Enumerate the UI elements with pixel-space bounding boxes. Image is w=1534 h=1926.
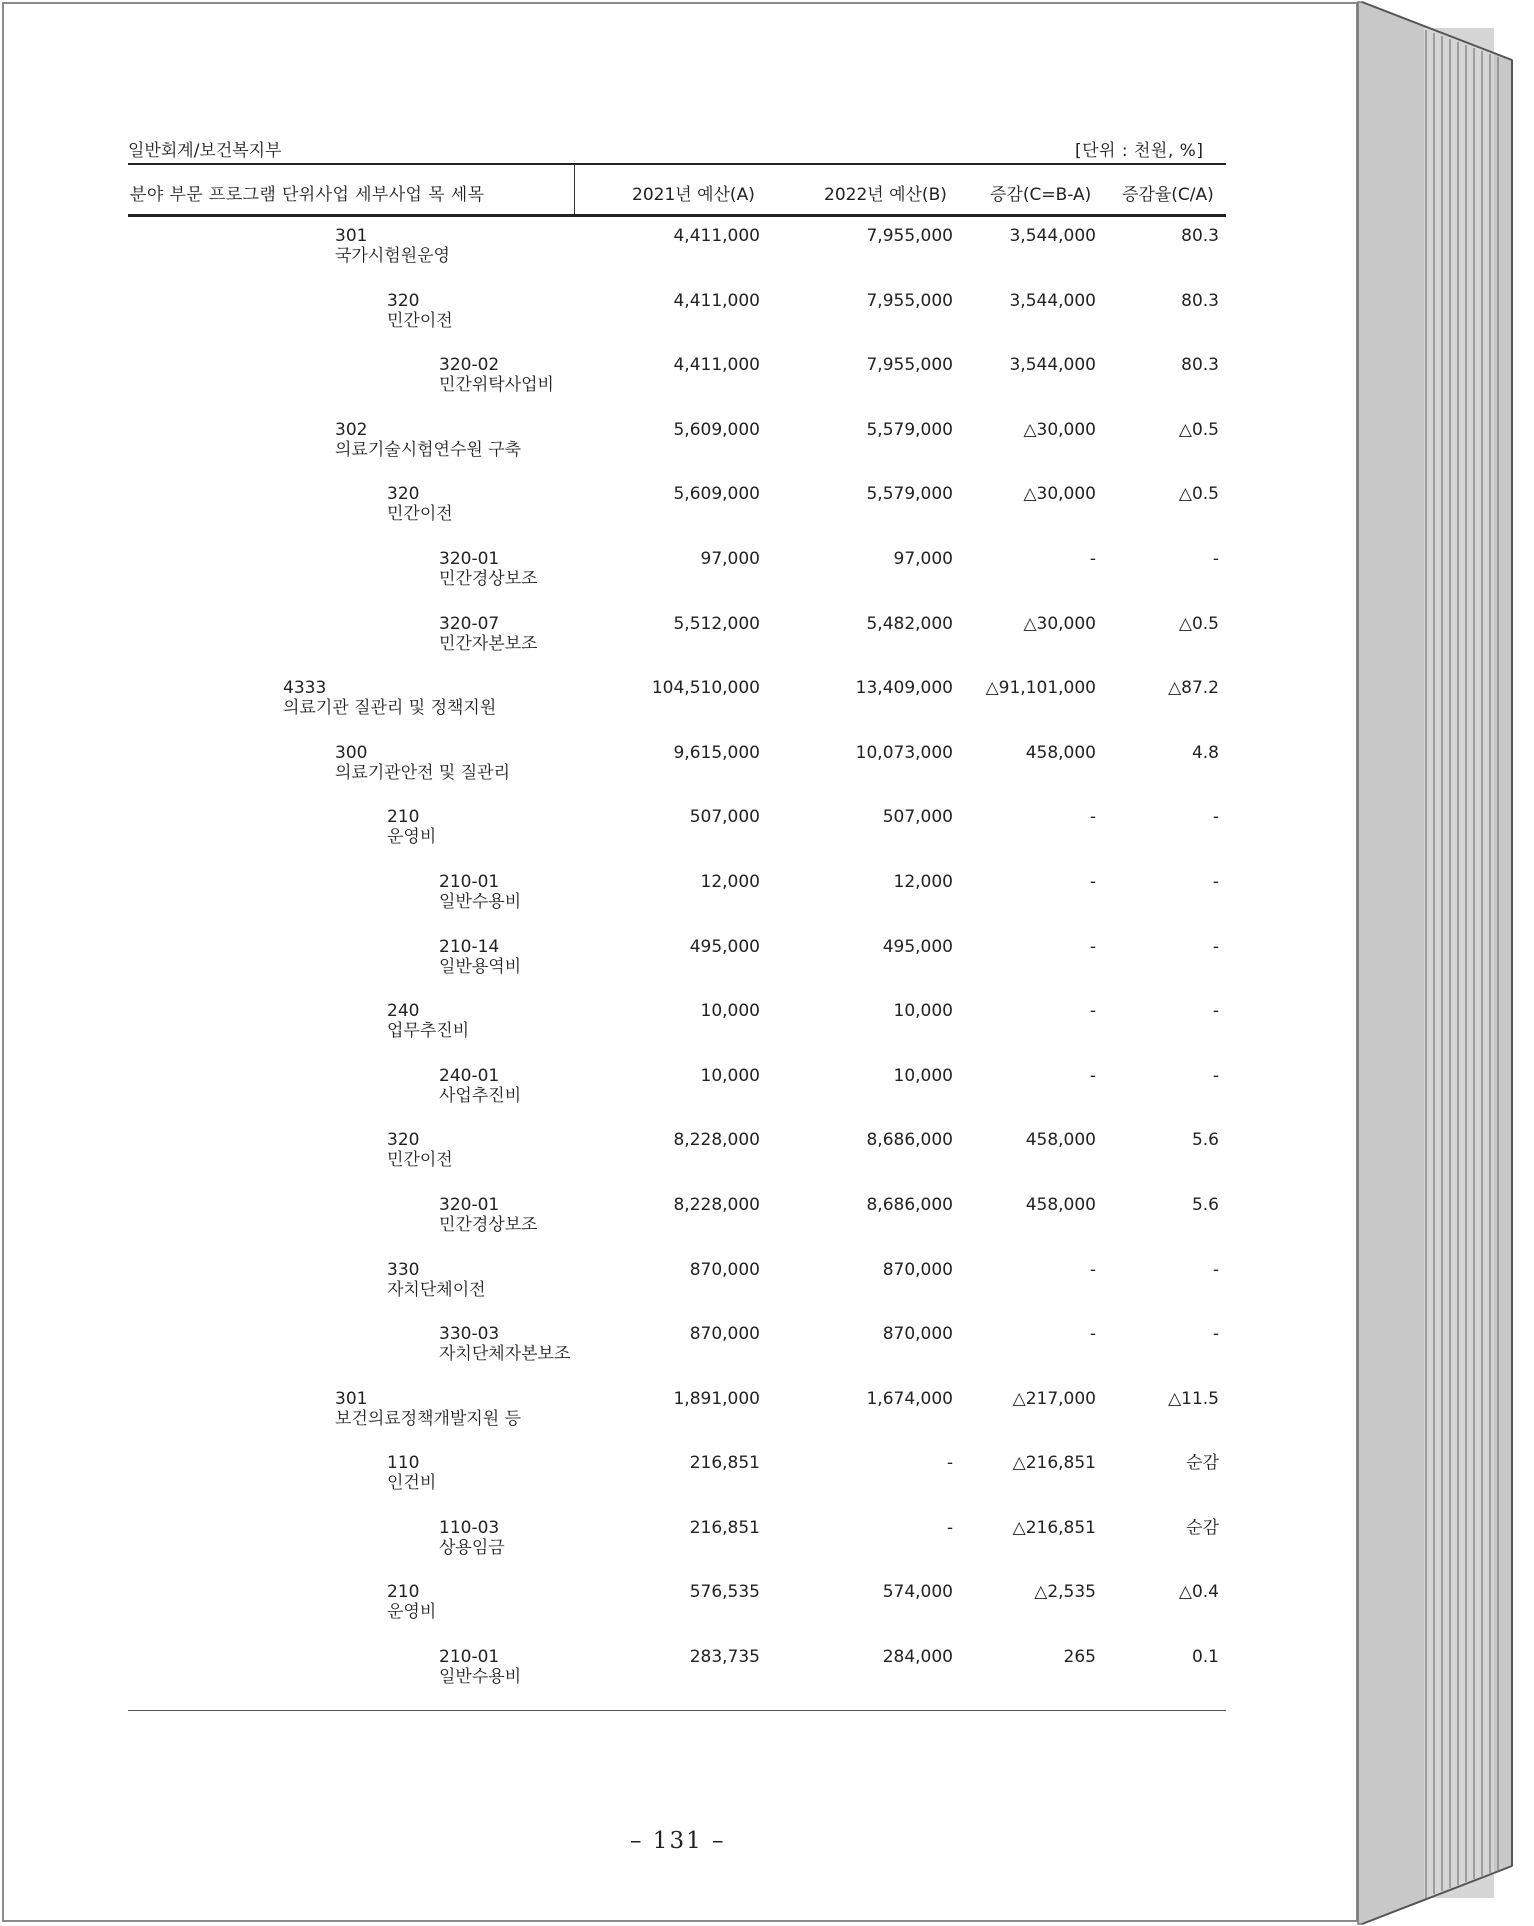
table-row xyxy=(0,872,1300,937)
row-code: 210-14 xyxy=(439,936,500,957)
column-header-change: 증감(C=B-A) xyxy=(990,185,1092,205)
table-row xyxy=(0,1001,1300,1066)
row-code: 320 xyxy=(387,484,420,505)
row-budget-2022: 284,000 xyxy=(882,1647,953,1668)
table-row xyxy=(0,1066,1300,1131)
row-budget-2021: 1,891,000 xyxy=(673,1388,760,1409)
row-change: △2,535 xyxy=(1034,1582,1096,1603)
table-row xyxy=(0,743,1300,808)
row-rate: △0.5 xyxy=(1178,484,1219,505)
row-budget-2021: 507,000 xyxy=(689,807,760,828)
row-budget-2022: 7,955,000 xyxy=(866,290,953,311)
row-code: 210 xyxy=(387,807,420,828)
row-code: 330-03 xyxy=(439,1324,500,1345)
row-name: 업무추진비 xyxy=(387,1021,470,1042)
row-budget-2022: 5,482,000 xyxy=(866,613,953,634)
row-budget-2022: 8,686,000 xyxy=(866,1194,953,1215)
row-budget-2022: 12,000 xyxy=(893,871,953,892)
row-budget-2021: 4,411,000 xyxy=(673,355,760,376)
row-code: 300 xyxy=(335,742,368,763)
row-budget-2021: 10,000 xyxy=(700,1001,760,1022)
row-name: 민간위탁사업비 xyxy=(439,375,554,396)
table-row xyxy=(0,1582,1300,1647)
row-change: 265 xyxy=(1063,1647,1096,1668)
row-code: 320-02 xyxy=(439,355,500,376)
row-change: 3,544,000 xyxy=(1009,290,1096,311)
row-rate: 0.1 xyxy=(1191,1647,1219,1668)
table-row xyxy=(0,1453,1300,1518)
table-row xyxy=(0,1518,1300,1583)
row-rate: 80.3 xyxy=(1181,290,1219,311)
row-budget-2021: 104,510,000 xyxy=(651,678,760,699)
column-header-category: 분야 부문 프로그램 단위사업 세부사업 목 세목 xyxy=(130,185,485,205)
table-row xyxy=(0,1195,1300,1260)
row-code: 210 xyxy=(387,1582,420,1603)
table-row xyxy=(0,678,1300,743)
row-budget-2022: 7,955,000 xyxy=(866,226,953,246)
column-header-rate: 증감율(C/A) xyxy=(1122,185,1214,205)
table-row xyxy=(0,1260,1300,1325)
column-header-2021: 2021년 예산(A) xyxy=(632,185,755,205)
row-name: 민간경상보조 xyxy=(439,568,538,589)
row-code: 210-01 xyxy=(439,1647,500,1668)
row-rate: 순감 xyxy=(1186,1517,1219,1538)
row-rate: △0.5 xyxy=(1178,419,1219,440)
row-budget-2021: 495,000 xyxy=(689,936,760,957)
row-code: 110 xyxy=(387,1453,420,1474)
row-change: △30,000 xyxy=(1023,484,1096,505)
row-code: 301 xyxy=(335,226,368,246)
row-rate: - xyxy=(1212,1324,1219,1345)
row-budget-2021: 4,411,000 xyxy=(673,226,760,246)
row-budget-2022: 7,955,000 xyxy=(866,355,953,376)
row-budget-2021: 5,609,000 xyxy=(673,419,760,440)
table-row xyxy=(0,549,1300,614)
row-budget-2022: 574,000 xyxy=(882,1582,953,1603)
row-name: 일반수용비 xyxy=(439,1667,522,1688)
row-rate: 80.3 xyxy=(1181,226,1219,246)
row-rate: - xyxy=(1212,936,1219,957)
row-budget-2022: - xyxy=(946,1453,953,1474)
row-name: 민간경상보조 xyxy=(439,1214,538,1235)
row-name: 국가시험원운영 xyxy=(335,246,450,266)
row-budget-2021: 4,411,000 xyxy=(673,290,760,311)
row-change: - xyxy=(1089,548,1096,569)
row-budget-2021: 5,609,000 xyxy=(673,484,760,505)
row-rate: - xyxy=(1212,1001,1219,1022)
row-budget-2022: 495,000 xyxy=(882,936,953,957)
budget-table-body xyxy=(0,226,1300,1712)
table-row xyxy=(0,1324,1300,1389)
row-code: 320 xyxy=(387,1130,420,1151)
row-change: - xyxy=(1089,1001,1096,1022)
row-budget-2022: 870,000 xyxy=(882,1259,953,1280)
row-rate: 4.8 xyxy=(1191,742,1219,763)
row-name: 민간이전 xyxy=(387,504,453,525)
table-header-rule xyxy=(128,214,1226,217)
row-budget-2022: - xyxy=(946,1517,953,1538)
row-change: - xyxy=(1089,936,1096,957)
table-row xyxy=(0,226,1300,291)
row-change: △30,000 xyxy=(1023,419,1096,440)
row-budget-2021: 216,851 xyxy=(689,1453,760,1474)
row-budget-2021: 870,000 xyxy=(689,1259,760,1280)
row-name: 보건의료정책개발지원 등 xyxy=(335,1408,522,1429)
row-name: 인건비 xyxy=(387,1473,437,1494)
row-change: 458,000 xyxy=(1025,1194,1096,1215)
row-name: 민간이전 xyxy=(387,1150,453,1171)
row-code: 320-01 xyxy=(439,548,500,569)
row-code: 320-01 xyxy=(439,1194,500,1215)
row-code: 4333 xyxy=(283,678,327,699)
row-change: - xyxy=(1089,1324,1096,1345)
row-rate: - xyxy=(1212,548,1219,569)
table-row xyxy=(0,1647,1300,1712)
row-rate: △0.4 xyxy=(1178,1582,1219,1603)
table-row xyxy=(0,1389,1300,1454)
row-budget-2022: 507,000 xyxy=(882,807,953,828)
row-rate: - xyxy=(1212,871,1219,892)
row-budget-2021: 10,000 xyxy=(700,1065,760,1086)
row-code: 302 xyxy=(335,419,368,440)
row-name: 의료기관 질관리 및 정책지원 xyxy=(283,698,497,719)
table-row xyxy=(0,355,1300,420)
row-change: 3,544,000 xyxy=(1009,226,1096,246)
row-rate: 80.3 xyxy=(1181,355,1219,376)
row-rate: △0.5 xyxy=(1178,613,1219,634)
table-row xyxy=(0,420,1300,485)
table-top-rule xyxy=(128,163,1226,165)
row-code: 320 xyxy=(387,290,420,311)
row-budget-2022: 97,000 xyxy=(893,548,953,569)
row-budget-2021: 8,228,000 xyxy=(673,1194,760,1215)
row-name: 의료기관안전 및 질관리 xyxy=(335,762,511,783)
row-name: 상용임금 xyxy=(439,1537,505,1558)
row-code: 301 xyxy=(335,1388,368,1409)
row-change: △30,000 xyxy=(1023,613,1096,634)
row-name: 일반수용비 xyxy=(439,891,522,912)
row-budget-2022: 13,409,000 xyxy=(855,678,953,699)
row-change: 458,000 xyxy=(1025,1130,1096,1151)
table-row xyxy=(0,1130,1300,1195)
row-rate: - xyxy=(1212,807,1219,828)
row-budget-2022: 10,073,000 xyxy=(855,742,953,763)
row-name: 일반용역비 xyxy=(439,956,522,977)
row-budget-2022: 10,000 xyxy=(893,1001,953,1022)
row-rate: △11.5 xyxy=(1168,1388,1219,1409)
header-column-separator xyxy=(574,165,575,214)
row-change: △216,851 xyxy=(1012,1517,1096,1538)
row-budget-2021: 283,735 xyxy=(689,1647,760,1668)
column-header-2022: 2022년 예산(B) xyxy=(824,185,947,205)
row-name: 자치단체자본보조 xyxy=(439,1344,571,1365)
row-budget-2022: 10,000 xyxy=(893,1065,953,1086)
row-code: 320-07 xyxy=(439,613,500,634)
row-rate: - xyxy=(1212,1259,1219,1280)
row-budget-2021: 216,851 xyxy=(689,1517,760,1538)
row-budget-2022: 1,674,000 xyxy=(866,1388,953,1409)
unit-label: [단위 : 천원, %] xyxy=(1075,141,1204,161)
page-number: – 131 – xyxy=(630,1828,726,1854)
row-code: 240 xyxy=(387,1001,420,1022)
row-code: 240-01 xyxy=(439,1065,500,1086)
row-budget-2021: 5,512,000 xyxy=(673,613,760,634)
row-rate: 5.6 xyxy=(1191,1194,1219,1215)
row-budget-2022: 5,579,000 xyxy=(866,484,953,505)
table-bottom-rule xyxy=(128,1710,1226,1711)
row-name: 민간이전 xyxy=(387,310,453,331)
table-row xyxy=(0,807,1300,872)
row-change: △91,101,000 xyxy=(985,678,1096,699)
row-budget-2021: 9,615,000 xyxy=(673,742,760,763)
row-code: 330 xyxy=(387,1259,420,1280)
row-change: △217,000 xyxy=(1012,1388,1096,1409)
row-budget-2022: 8,686,000 xyxy=(866,1130,953,1151)
row-change: △216,851 xyxy=(1012,1453,1096,1474)
row-change: - xyxy=(1089,1065,1096,1086)
row-name: 사업추진비 xyxy=(439,1085,522,1106)
row-rate: △87.2 xyxy=(1168,678,1219,699)
row-budget-2021: 576,535 xyxy=(689,1582,760,1603)
row-budget-2022: 870,000 xyxy=(882,1324,953,1345)
row-rate: 순감 xyxy=(1186,1453,1219,1474)
row-rate: 5.6 xyxy=(1191,1130,1219,1151)
table-row xyxy=(0,937,1300,1002)
row-name: 자치단체이전 xyxy=(387,1279,486,1300)
row-change: - xyxy=(1089,871,1096,892)
row-change: 458,000 xyxy=(1025,742,1096,763)
row-name: 의료기술시험연수원 구축 xyxy=(335,439,522,460)
account-title: 일반회계/보건복지부 xyxy=(128,141,282,161)
row-budget-2021: 97,000 xyxy=(700,548,760,569)
table-row xyxy=(0,614,1300,679)
row-budget-2021: 12,000 xyxy=(700,871,760,892)
row-budget-2021: 8,228,000 xyxy=(673,1130,760,1151)
row-name: 운영비 xyxy=(387,1602,437,1623)
table-row xyxy=(0,484,1300,549)
table-row xyxy=(0,291,1300,356)
row-rate: - xyxy=(1212,1065,1219,1086)
row-code: 210-01 xyxy=(439,871,500,892)
row-code: 110-03 xyxy=(439,1517,500,1538)
row-change: - xyxy=(1089,807,1096,828)
row-budget-2021: 870,000 xyxy=(689,1324,760,1345)
row-change: 3,544,000 xyxy=(1009,355,1096,376)
row-budget-2022: 5,579,000 xyxy=(866,419,953,440)
row-change: - xyxy=(1089,1259,1096,1280)
row-name: 민간자본보조 xyxy=(439,633,538,654)
row-name: 운영비 xyxy=(387,827,437,848)
